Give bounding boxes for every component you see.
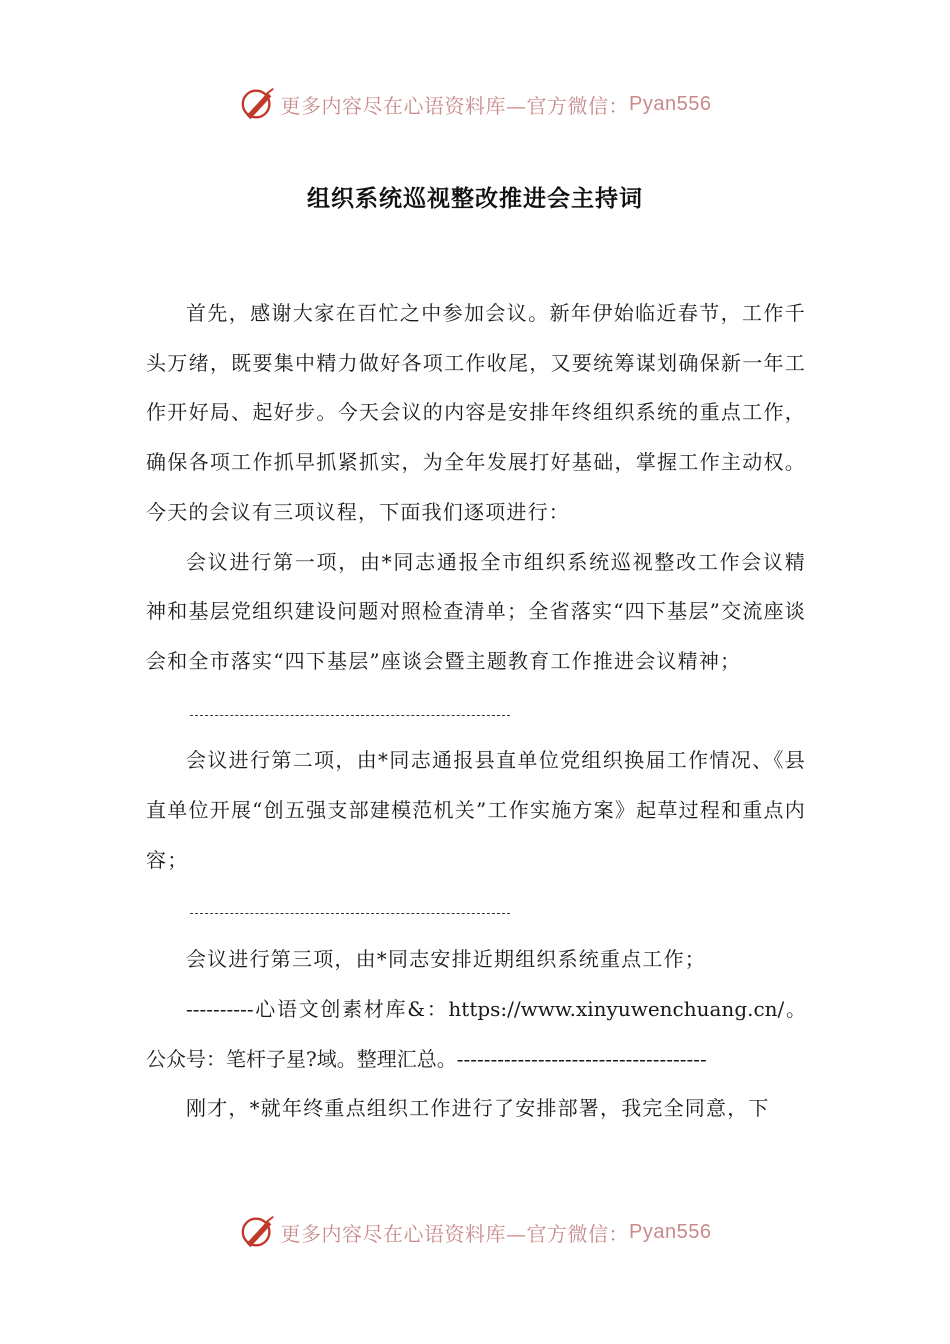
pen-logo-icon [239, 85, 277, 123]
page-title: 组织系统巡视整改推进会主持词 [307, 185, 643, 212]
source-note: ----------心语文创素材库&：https://www.xinyuwenchuang.cn/。公众号：笔杆子星?域。整理汇总。------------------------------------- [146, 996, 806, 1071]
banner-text: 更多内容尽在心语资料库—官方微信： [280, 1221, 630, 1246]
banner-text: 更多内容尽在心语资料库—官方微信： [280, 93, 630, 118]
paragraph-item-1: 会议进行第一项，由*同志通报全市组织系统巡视整改工作会议精神和基层党组织建设问题对照检查清单；全省落实“四下基层”交流座谈会和全市落实“四下基层”座谈会暨主题教育工作推进会议精神； [146, 549, 806, 673]
header-banner [0, 84, 950, 124]
paragraph-item-2: 会议进行第二项，由*同志通报县直单位党组织换届工作情况、《县直单位开展“创五强支部建模范机关”工作实施方案》起草过程和重点内容； [146, 748, 806, 872]
dashed-separator [146, 885, 806, 935]
paragraph-closing: 刚才，*就年终重点组织工作进行了安排部署，我完全同意，下 [186, 1096, 770, 1121]
dashed-separator [146, 687, 806, 737]
document-body [146, 289, 806, 1134]
paragraph-intro: 首先，感谢大家在百忙之中参加会议。新年伊始临近春节，工作千头万绪，既要集中精力做好各项工作收尾，又要统筹谋划确保新一年工作开好局、起好步。今天会议的内容是安排年终组织系统的重点工作，确保各项工作抓早抓紧抓实，为全年发展打好基础，掌握工作主动权。今天的会议有三项议程，下面我们逐项进行： [146, 301, 806, 524]
footer-banner [0, 1212, 950, 1252]
pen-logo-icon [239, 1213, 277, 1251]
banner-wechat-id: Pyan556 [629, 1220, 712, 1243]
banner-wechat-id: Pyan556 [629, 92, 712, 115]
paragraph-item-3: 会议进行第三项，由*同志安排近期组织系统重点工作； [186, 947, 706, 972]
